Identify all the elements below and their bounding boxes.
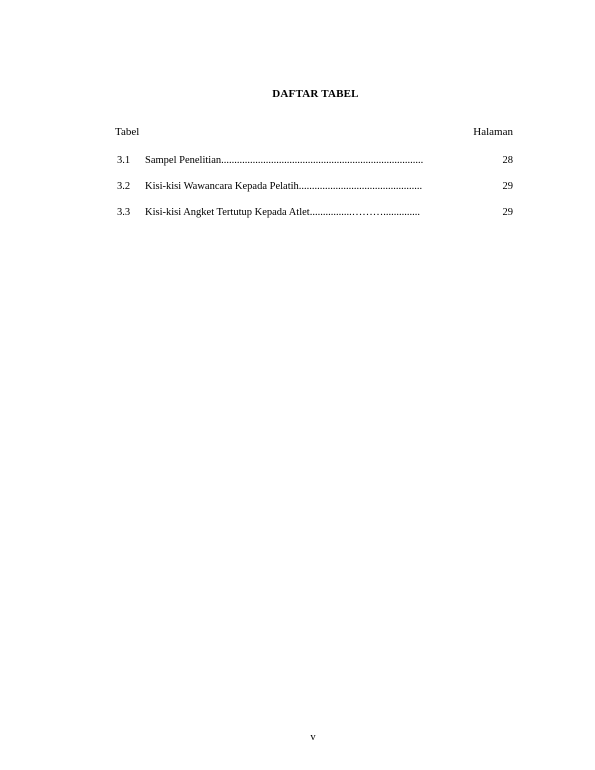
- table-number: 3.3: [117, 207, 131, 218]
- table-description: Sampel Penelitian.............................................................................: [145, 155, 424, 166]
- list-item: [115, 154, 513, 180]
- page-number: v: [310, 732, 316, 743]
- header-tabel-label: Tabel: [115, 126, 140, 138]
- table-number: 3.1: [117, 155, 131, 166]
- header-halaman-label: Halaman: [473, 126, 513, 138]
- table-page-number: 28: [502, 155, 513, 166]
- list-item: [115, 180, 513, 206]
- table-description: Kisi-kisi Wawancara Kepada Pelatih...............................................: [145, 181, 423, 192]
- list-item: [115, 206, 513, 232]
- table-description: Kisi-kisi Angket Tertutup Kepada Atlet................………..............: [145, 207, 420, 218]
- page-title: DAFTAR TABEL: [272, 88, 359, 100]
- table-number: 3.2: [117, 181, 131, 192]
- table-page-number: 29: [502, 181, 513, 192]
- table-page-number: 29: [502, 207, 513, 218]
- table-list: [115, 154, 513, 232]
